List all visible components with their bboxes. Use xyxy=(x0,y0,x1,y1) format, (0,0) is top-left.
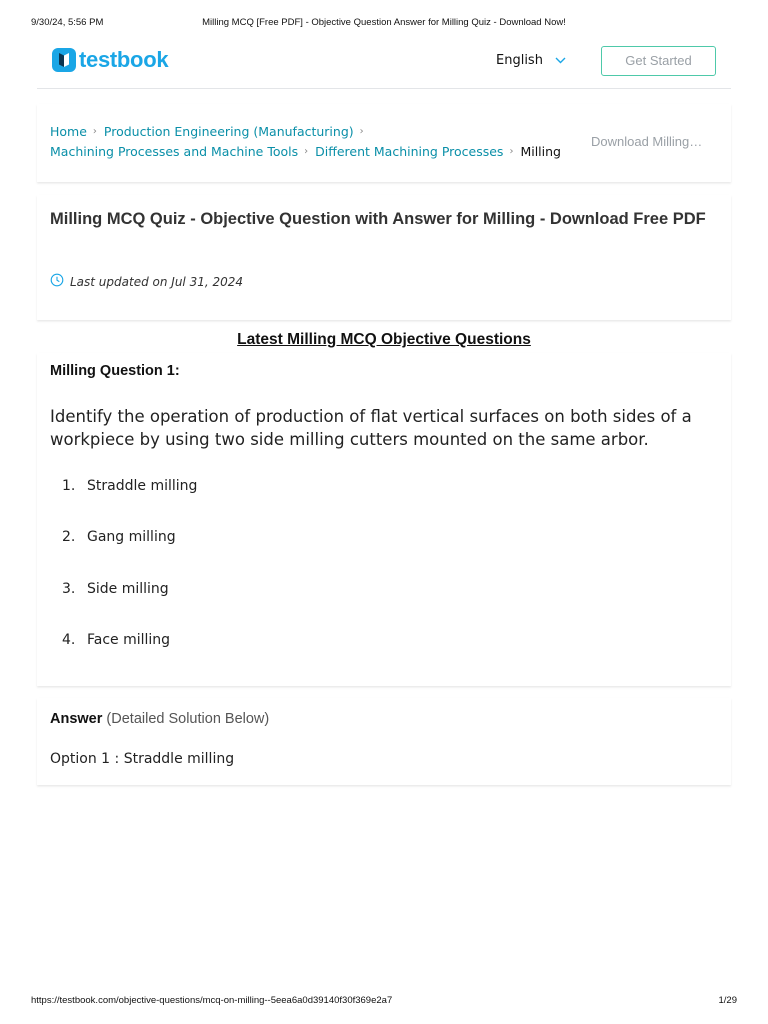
testbook-logo[interactable] xyxy=(52,47,168,73)
option-text: Straddle milling xyxy=(87,478,198,494)
print-datetime: 9/30/24, 5:56 PM xyxy=(31,17,104,28)
language-label: English xyxy=(496,52,543,68)
chevron-down-icon xyxy=(555,53,566,68)
breadcrumb-separator-icon: › xyxy=(359,126,364,137)
breadcrumb-current: Milling xyxy=(520,144,561,159)
option-number: 3. xyxy=(62,580,76,597)
print-footer xyxy=(31,995,737,1007)
option-text: Face milling xyxy=(87,631,171,648)
answer-label: Answer xyxy=(50,711,103,727)
breadcrumb-link-home[interactable]: Home xyxy=(50,124,87,139)
title-card xyxy=(37,195,731,320)
print-header xyxy=(31,17,737,31)
breadcrumb-separator-icon: › xyxy=(304,146,309,157)
last-updated xyxy=(50,273,243,290)
breadcrumb-link-different-machining-processes[interactable]: Different Machining Processes xyxy=(315,144,504,159)
breadcrumb-link-production-engineering[interactable]: Production Engineering (Manufacturing) xyxy=(103,124,354,139)
option-number: 2. xyxy=(62,529,76,546)
option-item[interactable] xyxy=(62,581,197,632)
last-updated-text: Last updated on Jul 31, 2024 xyxy=(70,274,244,289)
breadcrumb-row xyxy=(50,142,570,162)
print-page-number: 1/29 xyxy=(718,995,737,1006)
option-text: Gang milling xyxy=(87,529,176,546)
breadcrumb-separator-icon: › xyxy=(92,126,97,137)
question-text: Identify the operation of production of flat vertical surfaces on both sides of a workpiece by using two side milling cutters mounted on the same arbor. xyxy=(50,407,692,449)
detailed-solution-link[interactable]: (Detailed Solution Below) xyxy=(106,711,270,727)
option-number: 4. xyxy=(62,631,76,648)
breadcrumb-card xyxy=(37,104,731,182)
section-title: Latest Milling MCQ Objective Questions xyxy=(237,331,531,348)
options-list xyxy=(62,478,197,683)
option-number: 1. xyxy=(62,478,76,494)
question-card xyxy=(37,353,731,686)
option-item[interactable] xyxy=(62,632,197,683)
answer-heading xyxy=(50,711,269,727)
option-item[interactable] xyxy=(62,529,197,580)
answer-text: Option 1 : Straddle milling xyxy=(50,751,235,767)
logo-text: testbook xyxy=(79,47,169,72)
breadcrumb-separator-icon: › xyxy=(509,146,514,157)
breadcrumb xyxy=(50,122,570,162)
site-header xyxy=(37,40,731,89)
language-selector[interactable] xyxy=(496,52,566,68)
testbook-logo-icon xyxy=(52,48,76,72)
get-started-button[interactable]: Get Started xyxy=(601,46,716,76)
option-text: Side milling xyxy=(87,580,169,597)
print-document-title: Milling MCQ [Free PDF] - Objective Question Answer for Milling Quiz - Download Now! xyxy=(202,17,566,28)
print-url: https://testbook.com/objective-questions/mcq-on-milling--5eea6a0d39140f30f369e2a7 xyxy=(31,995,393,1006)
answer-card xyxy=(37,698,731,785)
clock-icon xyxy=(50,273,64,290)
page-title: Milling MCQ Quiz - Objective Question with Answer for Milling - Download Free PDF xyxy=(50,210,706,228)
breadcrumb-link-machining-processes[interactable]: Machining Processes and Machine Tools xyxy=(50,144,299,159)
download-pdf-button[interactable]: Download Milling… xyxy=(591,134,703,149)
breadcrumb-row xyxy=(50,122,570,142)
option-item[interactable] xyxy=(62,478,197,529)
question-label: Milling Question 1: xyxy=(50,363,180,379)
